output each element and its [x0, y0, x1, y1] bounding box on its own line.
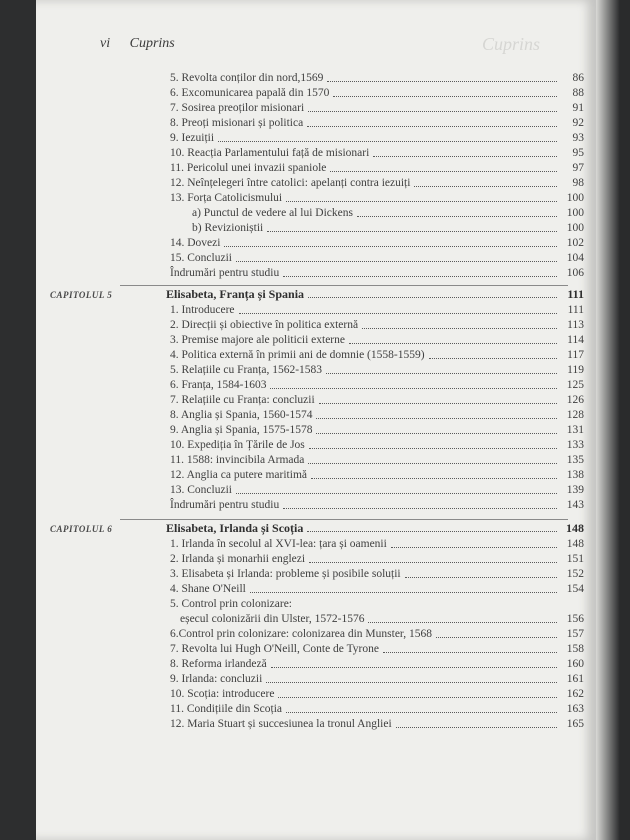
toc-entry-page: 139 — [566, 484, 584, 496]
dot-leader — [239, 313, 558, 314]
chapter-6-heading-page: 148 — [566, 521, 584, 535]
study-guide-entry-page: 106 — [566, 267, 584, 279]
toc-entry — [170, 583, 584, 596]
toc-entry — [170, 643, 584, 656]
toc-entry-page: 161 — [566, 673, 584, 685]
toc-entry-title: 7. Sosirea preoților misionari — [170, 102, 305, 114]
toc-entry-title: 9. Irlanda: concluzii — [170, 673, 263, 685]
dot-leader — [286, 201, 557, 202]
dot-leader — [250, 592, 557, 593]
dot-leader — [286, 712, 557, 713]
dot-leader — [307, 531, 557, 532]
toc-entry — [170, 703, 584, 716]
dot-leader — [368, 622, 557, 623]
toc-entry-title: a) Punctul de vedere al lui Dickens — [192, 207, 353, 219]
toc-entry — [170, 424, 584, 437]
study-guide-entry-page: 143 — [566, 499, 584, 511]
toc-entry-title: 11. Condițiile din Scoția — [170, 703, 283, 715]
toc-entry — [170, 304, 584, 317]
toc-entry — [170, 177, 584, 190]
toc-entry-title: 11. Pericolul unei invazii spaniole — [170, 162, 327, 174]
toc-entry-page: 160 — [566, 658, 584, 670]
toc-entry-page: 135 — [566, 454, 584, 466]
toc-entry-title: 2. Irlanda și monarhii englezi — [170, 553, 306, 565]
toc-entry — [170, 349, 584, 362]
toc-entry-title: 10. Expediția în Țările de Jos — [170, 439, 305, 451]
show-through-text: Cuprins — [481, 34, 540, 54]
dot-leader — [307, 126, 557, 127]
toc-entry-title: 6. Excomunicarea papală din 1570 — [170, 87, 330, 99]
dot-leader — [429, 358, 557, 359]
toc-entry-title: 13. Forța Catolicismului — [170, 192, 283, 204]
dot-leader — [414, 186, 557, 187]
dot-leader — [218, 141, 557, 142]
toc-entry — [170, 102, 584, 115]
dot-leader — [283, 508, 557, 509]
dot-leader — [236, 261, 557, 262]
toc-entry-title: 12. Maria Stuart și succesiunea la tronul Angliei — [170, 718, 392, 730]
toc-entry-page: 100 — [566, 207, 584, 219]
chapter-6-label: CAPITOLUL 6 — [50, 524, 113, 534]
toc-entry — [170, 319, 584, 332]
toc-entry-page: 95 — [572, 147, 584, 159]
toc-entry-page: 157 — [566, 628, 584, 640]
toc-entry-title: 7. Revolta lui Hugh O'Neill, Conte de Tyrone — [170, 643, 379, 655]
toc-entry-title: 5. Relațiile cu Franța, 1562-1583 — [170, 364, 323, 376]
toc-entry-title: 11. 1588: invincibila Armada — [170, 454, 305, 466]
toc-entry-page: 154 — [566, 583, 584, 595]
toc-entry-title: 6. Franța, 1584-1603 — [170, 379, 267, 391]
dot-leader — [311, 478, 557, 479]
toc-entry-page: 119 — [567, 364, 584, 376]
dot-leader — [236, 493, 557, 494]
toc-entry-page: 138 — [566, 469, 584, 481]
toc-entry — [182, 207, 584, 220]
toc-entry-page: 126 — [566, 394, 584, 406]
toc-entry-title: 12. Neînțelegeri între catolici: apelanți contra iezuiți — [170, 177, 411, 189]
toc-entry-page: 104 — [566, 252, 584, 264]
dot-leader — [308, 297, 557, 298]
toc-entry-page: 133 — [566, 439, 584, 451]
toc-entry — [170, 162, 584, 175]
toc-entry — [170, 132, 584, 145]
study-guide-entry — [170, 499, 584, 512]
toc-entry-page: 128 — [566, 409, 584, 421]
toc-entry-title: 9. Anglia și Spania, 1575-1578 — [170, 424, 313, 436]
toc-entry-title: 8. Anglia și Spania, 1560-1574 — [170, 409, 313, 421]
toc-entry-page: 156 — [566, 613, 584, 625]
toc-entry-title: 10. Reacția Parlamentului față de misionari — [170, 147, 370, 159]
page-number: vi — [100, 36, 111, 51]
toc-entry-page: 114 — [567, 334, 584, 346]
dot-leader — [278, 697, 557, 698]
toc-entry-title: 15. Concluzii — [170, 252, 232, 264]
dot-leader — [309, 448, 557, 449]
toc-entry — [170, 658, 584, 671]
section-rule — [120, 285, 568, 286]
book-page — [36, 0, 596, 840]
dot-leader — [308, 111, 557, 112]
dot-leader — [319, 403, 557, 404]
toc-entry — [170, 454, 584, 467]
dot-leader — [373, 156, 557, 157]
toc-entry-page: 165 — [566, 718, 584, 730]
toc-entry-page: 111 — [567, 304, 584, 316]
toc-entry — [170, 628, 584, 641]
dot-leader — [383, 652, 557, 653]
dot-leader — [283, 276, 557, 277]
toc-entry-title: 7. Relațiile cu Franța: concluzii — [170, 394, 315, 406]
toc-entry — [170, 598, 584, 611]
study-guide-entry — [170, 267, 584, 280]
dot-leader — [330, 171, 557, 172]
toc-entry-page: 151 — [566, 553, 584, 565]
dot-leader — [271, 667, 557, 668]
toc-entry-page: 86 — [572, 72, 584, 84]
dot-leader — [266, 682, 557, 683]
toc-entry — [170, 72, 584, 85]
toc-entry — [170, 673, 584, 686]
toc-entry — [170, 379, 584, 392]
section-rule — [120, 519, 568, 520]
dot-leader — [327, 81, 557, 82]
toc-entry-title: 2. Direcții și obiective în politica externă — [170, 319, 359, 331]
toc-entry-title: 3. Premise majore ale politicii externe — [170, 334, 345, 346]
toc-entry-page: 158 — [566, 643, 584, 655]
chapter-5-label: CAPITOLUL 5 — [50, 290, 113, 300]
toc-entry-page: 102 — [566, 237, 584, 249]
toc-entry-page: 163 — [566, 703, 584, 715]
dot-leader — [357, 216, 557, 217]
toc-entry-page: 152 — [566, 568, 584, 580]
dot-leader — [326, 373, 557, 374]
toc-entry — [170, 688, 584, 701]
toc-entry — [170, 252, 584, 265]
toc-entry-page: 131 — [566, 424, 584, 436]
toc-entry — [170, 147, 584, 160]
adjacent-page-edge — [596, 0, 630, 840]
toc-entry — [182, 222, 584, 235]
toc-entry — [170, 538, 584, 551]
dot-leader — [436, 637, 557, 638]
dot-leader — [270, 388, 557, 389]
toc-entry-page: 92 — [572, 117, 584, 129]
dot-leader — [224, 246, 557, 247]
toc-entry — [170, 87, 584, 100]
toc-entry — [170, 439, 584, 452]
toc-entry — [170, 364, 584, 377]
toc-entry-page: 91 — [572, 102, 584, 114]
study-guide-entry-title: Îndrumări pentru studiu — [170, 499, 280, 511]
toc-entry — [170, 237, 584, 250]
running-title: Cuprins — [129, 36, 175, 51]
toc-entry-page: 148 — [566, 538, 584, 550]
toc-entry-page: 125 — [566, 379, 584, 391]
toc-entry-page: 98 — [572, 177, 584, 189]
toc-entry-title: eșecul colonizării din Ulster, 1572-1576 — [180, 613, 365, 625]
dot-leader — [405, 577, 557, 578]
running-head — [100, 36, 175, 52]
toc-entry-title: 8. Preoți misionari și politica — [170, 117, 304, 129]
toc-entry — [170, 718, 584, 731]
toc-entry-page: 97 — [572, 162, 584, 174]
toc-entry-title: 10. Scoția: introducere — [170, 688, 275, 700]
toc-entry — [170, 553, 584, 566]
toc-entry-page: 100 — [566, 222, 584, 234]
toc-entry — [170, 334, 584, 347]
toc-entry-title: 12. Anglia ca putere maritimă — [170, 469, 307, 481]
toc-entry-page: 88 — [572, 87, 584, 99]
toc-entry-title: 14. Dovezi — [170, 237, 221, 249]
chapter-6-heading-title: Elisabeta, Irlanda și Scoția — [166, 521, 304, 535]
toc-entry-title: 8. Reforma irlandeză — [170, 658, 267, 670]
toc-entry — [170, 394, 584, 407]
chapter-5-heading-title: Elisabeta, Franța și Spania — [166, 287, 305, 301]
toc-entry-page: 117 — [567, 349, 584, 361]
chapter-5-heading — [166, 288, 584, 301]
toc-entry-page: 113 — [567, 319, 584, 331]
dot-leader — [333, 96, 557, 97]
study-guide-entry-title: Îndrumări pentru studiu — [170, 267, 280, 279]
chapter-6-heading — [166, 522, 584, 535]
toc-entry — [170, 484, 584, 497]
dot-leader — [362, 328, 557, 329]
dot-leader — [267, 231, 557, 232]
dot-leader — [391, 547, 557, 548]
toc-entry-title: 5. Revolta conților din nord,1569 — [170, 72, 324, 84]
dot-leader — [309, 562, 557, 563]
toc-entry — [170, 192, 584, 205]
toc-entry-title: 13. Concluzii — [170, 484, 232, 496]
toc-entry-title: 1. Irlanda în secolul al XVI-lea: țara și oamenii — [170, 538, 387, 550]
dot-leader — [396, 727, 557, 728]
dot-leader — [316, 433, 557, 434]
toc-entry-page: 100 — [566, 192, 584, 204]
toc-entry-page: 162 — [566, 688, 584, 700]
toc-entry — [170, 409, 584, 422]
toc-entry-page: 93 — [572, 132, 584, 144]
toc-entry-title: 9. Iezuiții — [170, 132, 215, 144]
dot-leader — [349, 343, 557, 344]
toc-entry — [170, 469, 584, 482]
toc-entry-title: 4. Politica externă în primii ani de domnie (1558-1559) — [170, 349, 425, 361]
toc-entry — [170, 117, 584, 130]
toc-entry-title: 4. Shane O'Neill — [170, 583, 246, 595]
toc-entry-title: 3. Elisabeta și Irlanda: probleme și posibile soluții — [170, 568, 401, 580]
dot-leader — [308, 463, 557, 464]
dot-leader — [316, 418, 557, 419]
toc-entry-title: 6.Control prin colonizare: colonizarea din Munster, 1568 — [170, 628, 433, 640]
chapter-5-heading-page: 111 — [567, 287, 584, 301]
toc-entry-title: b) Revizioniștii — [192, 222, 264, 234]
toc-entry-title: 5. Control prin colonizare: — [170, 598, 292, 610]
toc-entry-title: 1. Introducere — [170, 304, 235, 316]
toc-entry — [170, 613, 584, 626]
toc-entry — [170, 568, 584, 581]
